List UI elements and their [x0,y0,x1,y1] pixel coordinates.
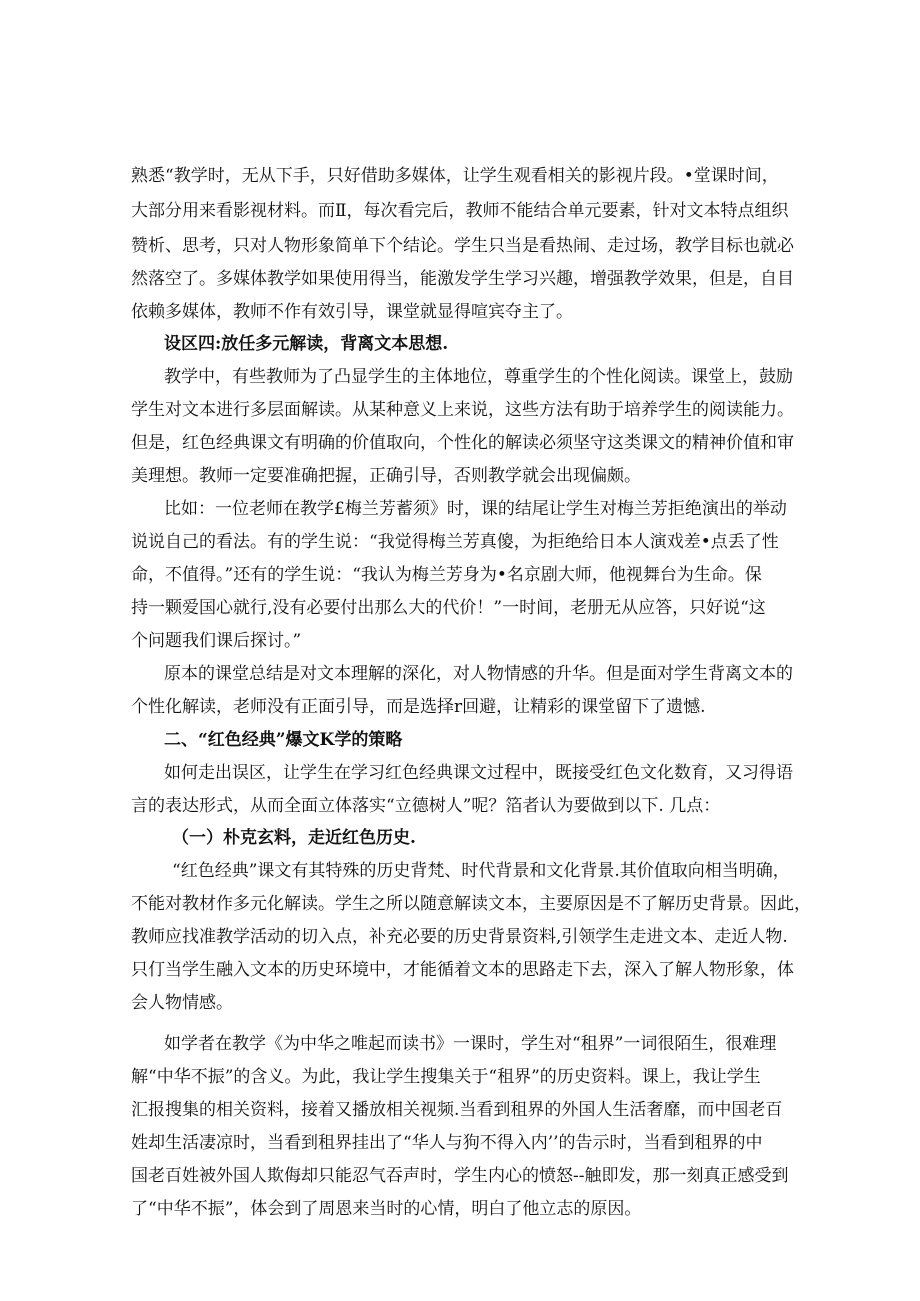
text-line: 赞析、思考，只对人物形象简单下个结论。学生只当是看热闹、走过场，教学目标也就必 [131,236,794,256]
text-line: 了“中华不振”，体会到了周恩来当时的心情，明白了他立志的原因。 [131,1199,642,1219]
text-line: 美理想。教师一定要准确把握，正确引导，否则教学就会出现偏颇。 [131,466,641,486]
text-line: “红色经典”课文有其特殊的历史背梵、时代背景和文化背景.其价值取向相当明确， [172,861,790,881]
text-line: 言的表达形式，从而全面立体落实“立德树人”呢？箔者认为要做到以下. 几点： [131,796,721,816]
text-line: 但是，红色经典课文有明确的价值取向，个性化的解读必须坚守这类课文的精神价值和审 [131,433,794,453]
text-line: 依赖多媒体，教师不作有效引导，课堂就显得喧宾夺主了。 [131,302,573,322]
text-line: 命，不值得。”还有的学生说：“我认为梅兰芳身为•名京剧大师，他视舞台为生命。保 [131,565,762,585]
text-line: 如学者在教学《为中华之唯起而读书》一课时，学生对“租界”一词很陌生，很难理 [164,1034,777,1054]
text-line: 解“中华不振”的含义。为此，我让学生搜集关于“租界”的历史资料。课上，我让学生 [131,1067,761,1087]
subsection-heading: （一）朴克玄料，走近红色历史. [172,828,416,848]
text-line: 比如：一位老师在教学£梅兰芳蓄须》时，课的结尾让学生对梅兰芳拒绝演出的举动 [164,499,787,519]
text-line: 说说自己的看法。有的学生说：“我觉得梅兰芳真傻，为拒绝给日本人演戏差•点丢了性 [131,532,779,552]
text-line: 大部分用来看影视材料。而Ⅱ，每次看完后，教师不能结合单元要素，针对文本特点组织 [131,201,789,221]
text-line: 个问题我们课后探讨。” [131,631,302,651]
section-heading: 二、“红色经典”爆文K学的策略 [164,730,403,750]
text-line: 姓却生活凄凉时，当看到租界挂出了“华人与狗不得入内’’的告示时，当看到租界的中 [131,1133,763,1153]
text-line: 熟悉“教学时，无从下手，只好借助多媒体，让学生观看相关的影视片段。•堂课时间， [131,166,779,186]
section-heading: 设区四:放任多元解读，背离文本思想. [164,334,449,354]
text-line: 会人物情感。 [131,993,233,1013]
text-line: 原本的课堂总结是对文本理解的深化，对人物情感的升华。但是面对学生背离文本的 [164,664,793,684]
text-line: 国老百姓被外国人欺侮却只能忍气吞声时，学生内心的愤怒--触即发，那一刻真正感受到 [131,1166,789,1186]
text-line: 个性化解读，老师没有正面引导，而是选择r回避，让精彩的课堂留下了遗憾. [131,697,706,717]
text-line: 学生对文本进行多层面解读。从某种意义上来说，这些方法有助于培养学生的阅读能力。 [131,400,794,420]
text-line: 然落空了。多媒体教学如果使用得当，能激发学生学习兴趣，增强教学效果，但是，自目 [131,269,794,289]
text-line: 只仃当学生融入文本的历史环境中，才能循着文本的思路走下去，深入了解人物形象，体 [131,960,794,980]
text-line: 教师应找准教学活动的切入点，补充必要的历史背景资料,引领学生走进文本、走近人物. [131,927,788,947]
text-line: 汇报搜集的相关资料，接着又播放相关视频.当看到租界的外国人生活奢靡，而中国老百 [131,1100,783,1120]
text-line: 教学中，有些教师为了凸显学生的主体地位，尊重学生的个性化阅读。课堂上，鼓励 [164,367,793,387]
text-line: 不能对教材作多元化解读。学生之所以随意解读文本，主要原因是不了解历史背景。因此， [131,894,811,914]
text-line: 如何走出误区，让学生在学习红色经典课文过程中，既接受红色文化数育，又习得语 [164,763,793,783]
text-line: 持一颗爱国心就行,没有必要付出那么大的代价！”一时间，老册无从应答，只好说“这 [131,598,766,618]
